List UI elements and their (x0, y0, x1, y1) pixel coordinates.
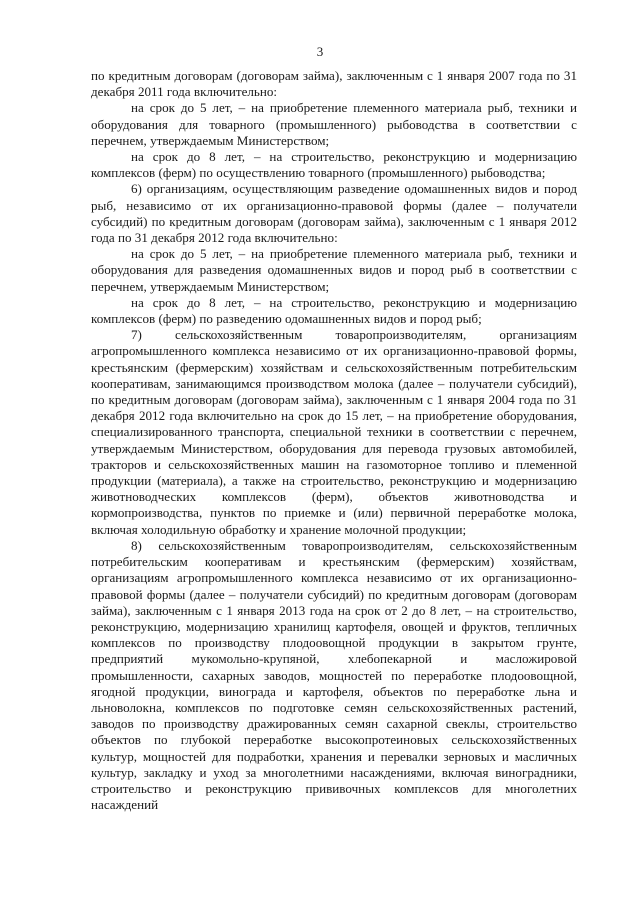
paragraph: 8) сельскохозяйственным товаропроизводителям, сельскохозяйственным потребительским кооперативам и крестьянским (фермерским) хозяйствам, организациям агропромышленного комплекса независимо от их организационно-правовой формы (далее – получатели субсидий) по кредитным договорам (договорам займа), заключенным с 1 января 2013 года на срок от 2 до 8 лет, – на строительство, реконструкцию, модернизацию хранилищ картофеля, овощей и фруктов, тепличных комплексов по производству плодоовощной продукции в закрытом грунте, предприятий мукомольно-крупяной, хлебопекарной и масложировой промышленности, сахарных заводов, мощностей по переработке плодоовощной, ягодной продукции, винограда и картофеля, объектов по переработке льна и льноволокна, комплексов по подготовке семян сельскохозяйственных растений, заводов по производству дражированных семян сахарной свеклы, строительство объектов по глубокой переработке высокопротеиновых сельскохозяйственных культур, мощностей для подработки, хранения и перевалки зерновых и масличных культур, закладку и уход за многолетними насаждениями, включая виноградники, строительство и реконструкцию прививочных комплексов для многолетних насаждений (91, 537, 577, 813)
paragraph: на срок до 5 лет, – на приобретение племенного материала рыб, техники и оборудования для товарного (промышленного) рыбоводства в соответствии с перечнем, утверждаемым Министерством; (91, 100, 577, 148)
paragraph: на срок до 8 лет, – на строительство, реконструкцию и модернизацию комплексов (ферм) по разведению одомашненных видов и пород рыб; (91, 294, 577, 327)
paragraph: на срок до 8 лет, – на строительство, реконструкцию и модернизацию комплексов (ферм) по осуществлению товарного (промышленного) рыбоводства; (91, 149, 577, 181)
paragraph: 7) сельскохозяйственным товаропроизводителям, организациям агропромышленного комплекса независимо от их организационно-правовой формы, крестьянским (фермерским) хозяйствам и сельскохозяйственным потребительским кооперативам, занимающимся производством молока (далее – получатели субсидий), по кредитным договорам (договорам займа), заключенным с 1 января 2004 года по 31 декабря 2012 года включительно на срок до 15 лет, – на приобретение оборудования, специализированного транспорта, специальной техники в соответствии с перечнем, утверждаемым Министерством, оборудования для перевода грузовых автомобилей, тракторов и сельскохозяйственных машин на газомоторное топливо и племенной продукции (материала), а также на строительство, реконструкцию и модернизацию животноводческих комплексов (ферм), объектов животноводства и кормопроизводства, пунктов по приемке и (или) первичной переработке молока, включая холодильную обработку и хранение молочной продукции; (91, 327, 577, 537)
document-body (91, 68, 577, 813)
paragraph: 6) организациям, осуществляющим разведение одомашненных видов и пород рыб, независимо от их организационно-правовой формы (далее – получатели субсидий) по кредитным договорам (договорам займа), заключенным с 1 января 2012 года по 31 декабря 2012 года включительно: (91, 181, 577, 246)
paragraph: на срок до 5 лет, – на приобретение племенного материала рыб, техники и оборудования для разведения одомашненных видов и пород рыб в соответствии с перечнем, утверждаемым Министерством; (91, 246, 577, 294)
paragraph: по кредитным договорам (договорам займа), заключенным с 1 января 2007 года по 31 декабря 2011 года включительно: (91, 68, 577, 100)
page-number: 3 (316, 44, 324, 59)
